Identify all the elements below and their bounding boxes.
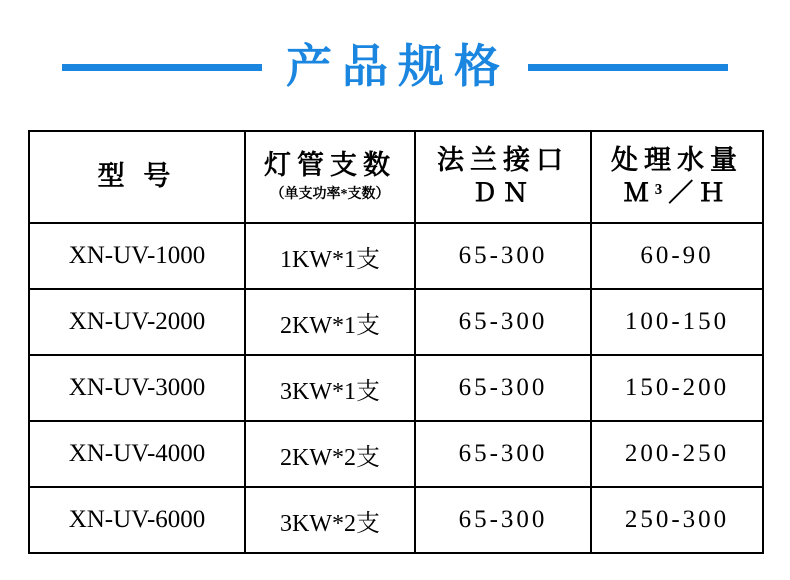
column-header-model (29, 131, 245, 223)
cell-lamp: 2KW*1支 (245, 289, 415, 355)
header-rule-left (62, 64, 262, 71)
column-header-model-label: 型 号 (97, 161, 177, 192)
cell-dn: 65-300 (415, 487, 591, 553)
table-header-row (29, 131, 763, 223)
cell-lamp: 2KW*2支 (245, 421, 415, 487)
page-header (0, 34, 790, 100)
column-header-lamp (245, 131, 415, 223)
cell-model: XN-UV-4000 (29, 421, 245, 487)
column-header-capacity-unit: Ｍ³／Ｈ (623, 179, 731, 207)
column-header-lamp-label: 灯管支数 (264, 149, 396, 180)
table-row (29, 289, 763, 355)
cell-dn: 65-300 (415, 421, 591, 487)
cell-model: XN-UV-1000 (29, 223, 245, 289)
column-header-flange (415, 131, 591, 223)
cell-dn: 65-300 (415, 223, 591, 289)
cell-lamp: 3KW*2支 (245, 487, 415, 553)
cell-model: XN-UV-6000 (29, 487, 245, 553)
column-header-flange-label: 法兰接口 (437, 144, 569, 175)
header-rule-right (528, 64, 728, 71)
table-row (29, 487, 763, 553)
column-header-capacity (591, 131, 763, 223)
cell-lamp: 3KW*1支 (245, 355, 415, 421)
cell-flow: 200-250 (591, 421, 763, 487)
cell-lamp: 1KW*1支 (245, 223, 415, 289)
spec-table-header (29, 131, 763, 223)
column-header-flange-unit: ＤＮ (471, 179, 534, 207)
column-header-lamp-sublabel: （单支功率*支数） (270, 186, 390, 202)
cell-flow: 250-300 (591, 487, 763, 553)
cell-dn: 65-300 (415, 355, 591, 421)
page-title: 产品规格 (286, 41, 510, 92)
cell-dn: 65-300 (415, 289, 591, 355)
cell-model: XN-UV-3000 (29, 355, 245, 421)
column-header-capacity-label: 处理水量 (611, 144, 743, 175)
cell-flow: 150-200 (591, 355, 763, 421)
spec-table-container (28, 130, 762, 554)
cell-model: XN-UV-2000 (29, 289, 245, 355)
cell-flow: 100-150 (591, 289, 763, 355)
cell-flow: 60-90 (591, 223, 763, 289)
table-row (29, 355, 763, 421)
spec-table-body (29, 223, 763, 553)
table-row (29, 223, 763, 289)
spec-table (28, 130, 764, 554)
table-row (29, 421, 763, 487)
